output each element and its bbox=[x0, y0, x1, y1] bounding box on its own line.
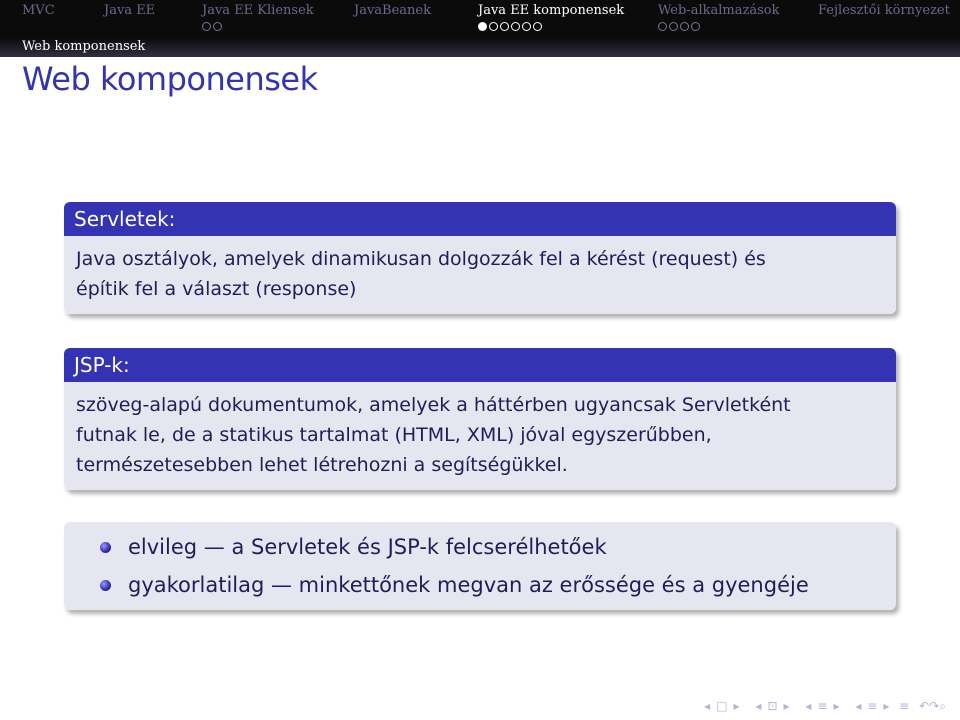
frame-dot[interactable] bbox=[500, 22, 509, 31]
list-item bbox=[128, 535, 607, 559]
list-item-text: gyakorlatilag — minkettőnek megvan az erőssége és a gyengéje bbox=[128, 573, 809, 597]
comparison-block bbox=[64, 522, 896, 610]
block-text-line: szöveg-alapú dokumentumok, amelyek a háttérben ugyancsak Servletként bbox=[76, 394, 791, 416]
frame-dot[interactable] bbox=[511, 22, 520, 31]
nav-section-icon[interactable]: ◂ ≡ ▸ bbox=[855, 699, 890, 713]
block-title: JSP-k: bbox=[64, 348, 896, 382]
frame-dot[interactable] bbox=[522, 22, 531, 31]
nav-section-web-alkalmazasok[interactable]: Web-alkalmazások bbox=[658, 3, 780, 18]
block-text-line: természetesebben lehet létrehozni a segítségükkel. bbox=[76, 454, 568, 476]
block-title: Servletek: bbox=[64, 202, 896, 236]
nav-section-javabeanek[interactable]: JavaBeanek bbox=[354, 3, 431, 18]
nav-section-java-ee[interactable]: Java EE bbox=[104, 3, 156, 18]
nav-dots-java-ee-komponensek bbox=[478, 22, 544, 32]
frame-dot[interactable] bbox=[533, 22, 542, 31]
frame-dot[interactable] bbox=[691, 22, 700, 31]
block-text-line: építik fel a választ (response) bbox=[76, 278, 357, 300]
block-text-line: Java osztályok, amelyek dinamikusan dolgozzák fel a kérést (request) és bbox=[76, 248, 766, 270]
nav-frame-icon[interactable]: ◂ ⊡ ▸ bbox=[755, 699, 790, 713]
frame-dot[interactable] bbox=[680, 22, 689, 31]
beamer-navigation-symbols bbox=[692, 699, 946, 714]
nav-subsection-icon[interactable]: ◂ ≡ ▸ bbox=[805, 699, 840, 713]
list-item-text: elvileg — a Servletek és JSP-k felcserélhetőek bbox=[128, 535, 607, 559]
nav-section-mvc[interactable]: MVC bbox=[22, 3, 55, 18]
nav-dots-web-alkalmazasok bbox=[658, 22, 702, 32]
block-text-line: futnak le, de a statikus tartalmat (HTML, XML) jóval egyszerűbben, bbox=[76, 424, 712, 446]
block-body bbox=[64, 236, 896, 314]
frame-dot[interactable] bbox=[489, 22, 498, 31]
nav-dots-java-ee-kliensek bbox=[202, 22, 224, 32]
bullet-ball-icon bbox=[100, 542, 111, 553]
page-title: Web komponensek bbox=[22, 60, 318, 98]
jsp-block bbox=[64, 348, 896, 490]
nav-section-java-ee-komponensek[interactable]: Java EE komponensek bbox=[478, 3, 625, 18]
nav-search-icon[interactable]: ↶↷⌕ bbox=[919, 699, 946, 713]
nav-menu-icon[interactable]: ≡ bbox=[899, 699, 910, 713]
bullet-ball-icon bbox=[100, 580, 111, 591]
frame-dot[interactable] bbox=[669, 22, 678, 31]
subsection-title: Web komponensek bbox=[22, 39, 146, 54]
list-item bbox=[128, 573, 809, 597]
frame-dot-current[interactable] bbox=[478, 22, 487, 31]
block-body bbox=[64, 382, 896, 490]
nav-section-fejlesztoi-kornyezet[interactable]: Fejlesztői környezet bbox=[818, 3, 950, 18]
frame-dot[interactable] bbox=[202, 22, 211, 31]
frame-dot[interactable] bbox=[213, 22, 222, 31]
servletek-block bbox=[64, 202, 896, 314]
frame-dot[interactable] bbox=[658, 22, 667, 31]
nav-section-java-ee-kliensek[interactable]: Java EE Kliensek bbox=[202, 3, 314, 18]
nav-prev-slide-icon[interactable]: ◂ □ ▸ bbox=[704, 699, 740, 713]
